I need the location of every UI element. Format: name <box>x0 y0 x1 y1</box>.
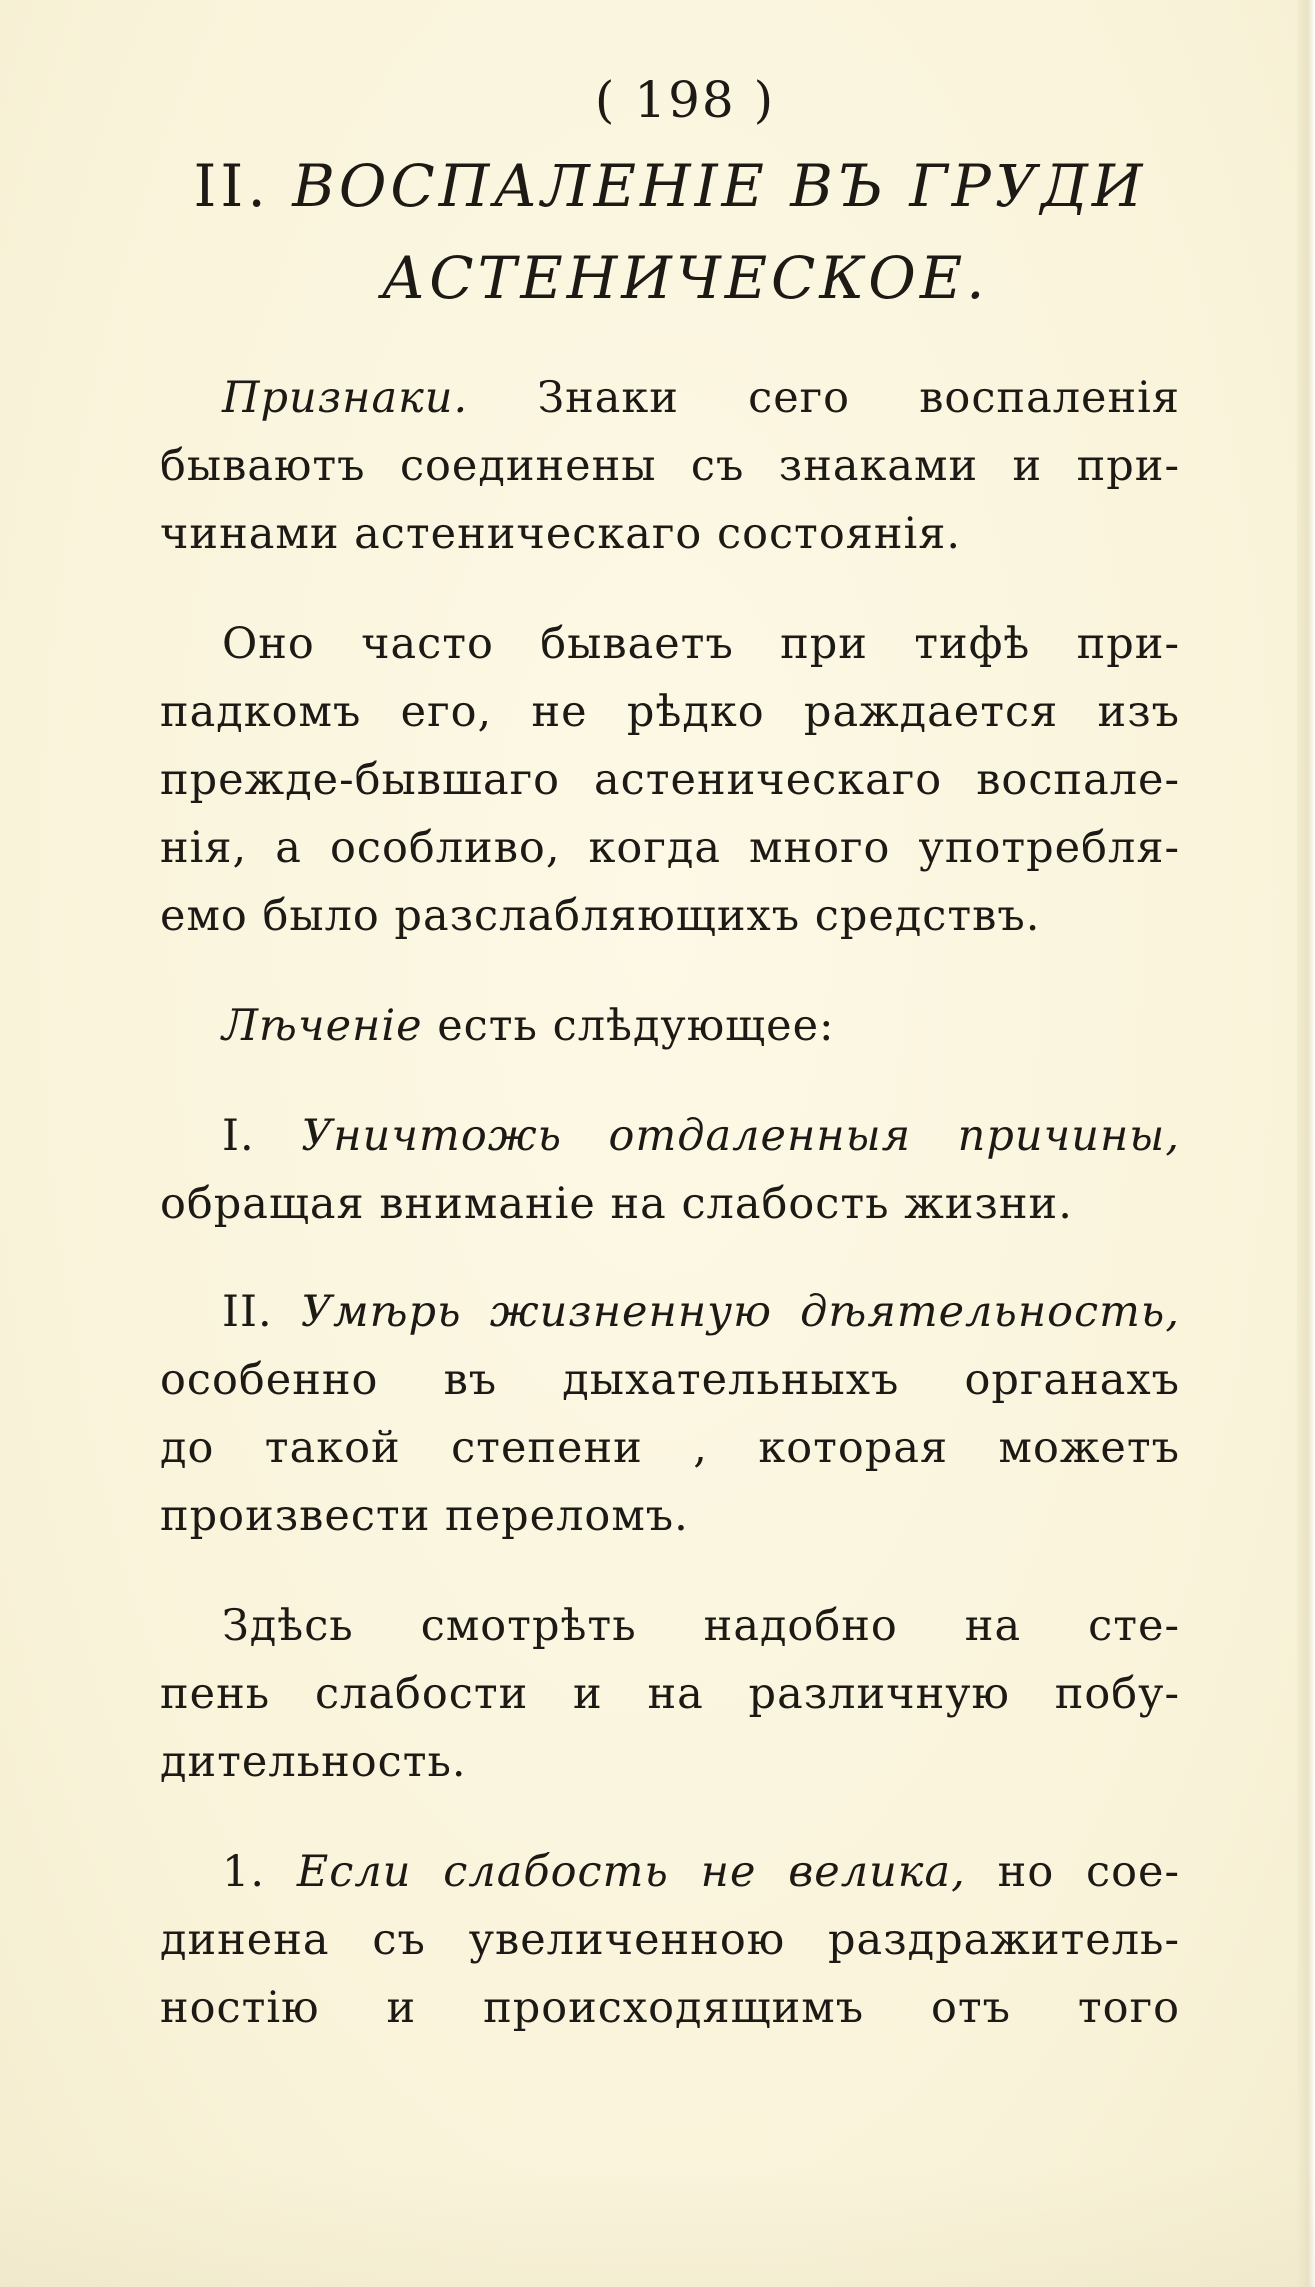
text-line: емо было разслабляющихъ средствъ. <box>160 891 1041 941</box>
text-line <box>160 1102 1180 1170</box>
text-line: пень слабости и на различную побу- <box>160 1669 1180 1719</box>
line-text: но сое- <box>997 1847 1181 1897</box>
text-line: произвести переломъ. <box>160 1491 689 1541</box>
paragraph-rule-one <box>160 1102 1180 1238</box>
rule-numeral: II. <box>222 1287 273 1337</box>
text-line: чинами астеническаго состоянія. <box>160 509 962 559</box>
text-line: дительность. <box>160 1737 467 1787</box>
signs-label: Признаки. <box>222 373 469 423</box>
line-text: есть слѣдующее: <box>437 1001 835 1051</box>
rule-italic: Уничтожь отдаленныя причины, <box>301 1111 1180 1161</box>
page-shadow <box>0 2167 1315 2287</box>
text-line <box>160 992 1180 1060</box>
text-line: особенно въ дыхательныхъ органахъ <box>160 1355 1180 1405</box>
line-text: Знаки сего воспаленія <box>537 373 1181 423</box>
paragraph-occurrence <box>160 610 1180 950</box>
section-heading <box>160 140 1180 232</box>
page-content <box>160 60 1180 2042</box>
heading-numeral: II. <box>193 152 270 220</box>
text-line: обращая вниманіе на слабость жизни. <box>160 1179 1073 1229</box>
text-line: динена съ увеличенною раздражитель- <box>160 1915 1180 1965</box>
case-italic: Если слабость не велика, <box>296 1847 966 1897</box>
rule-numeral: I. <box>222 1111 255 1161</box>
paragraph-treatment-intro <box>160 992 1180 1060</box>
paragraph-degree <box>160 1592 1180 1796</box>
paragraph-rule-two <box>160 1278 1180 1550</box>
text-line: Оно часто бываетъ при тифѣ при- <box>222 619 1180 669</box>
text-line: прежде-бывшаго астеническаго воспале- <box>160 755 1180 805</box>
text-line: падкомъ его, не рѣдко раждается изъ <box>160 687 1180 737</box>
text-line <box>160 1278 1180 1346</box>
case-numeral: 1. <box>222 1847 266 1897</box>
treatment-label: Лѣченіе <box>222 1001 423 1051</box>
text-line: Здѣсь смотрѣть надобно на сте- <box>222 1601 1180 1651</box>
text-line: нія, а особливо, когда много употребля- <box>160 823 1180 873</box>
page-number: ( 198 ) <box>594 71 776 129</box>
heading-line1: ВОСПАЛЕНІЕ ВЪ ГРУДИ <box>292 152 1147 220</box>
text-line: ностію и происходящимъ отъ того <box>160 1983 1180 2033</box>
paragraph-signs <box>160 364 1180 568</box>
text-line: бываютъ соединены съ знаками и при- <box>160 441 1180 491</box>
text-line <box>160 364 1180 432</box>
text-line: до такой степени , которая можетъ <box>160 1423 1180 1473</box>
rule-italic: Умѣрь жизненную дѣятельность, <box>300 1287 1180 1337</box>
page-edge <box>1297 0 1315 2287</box>
paragraph-case-one <box>160 1838 1180 2042</box>
text-line <box>160 1838 1180 1906</box>
heading-line2: АСТЕНИЧЕСКОЕ. <box>381 244 989 312</box>
